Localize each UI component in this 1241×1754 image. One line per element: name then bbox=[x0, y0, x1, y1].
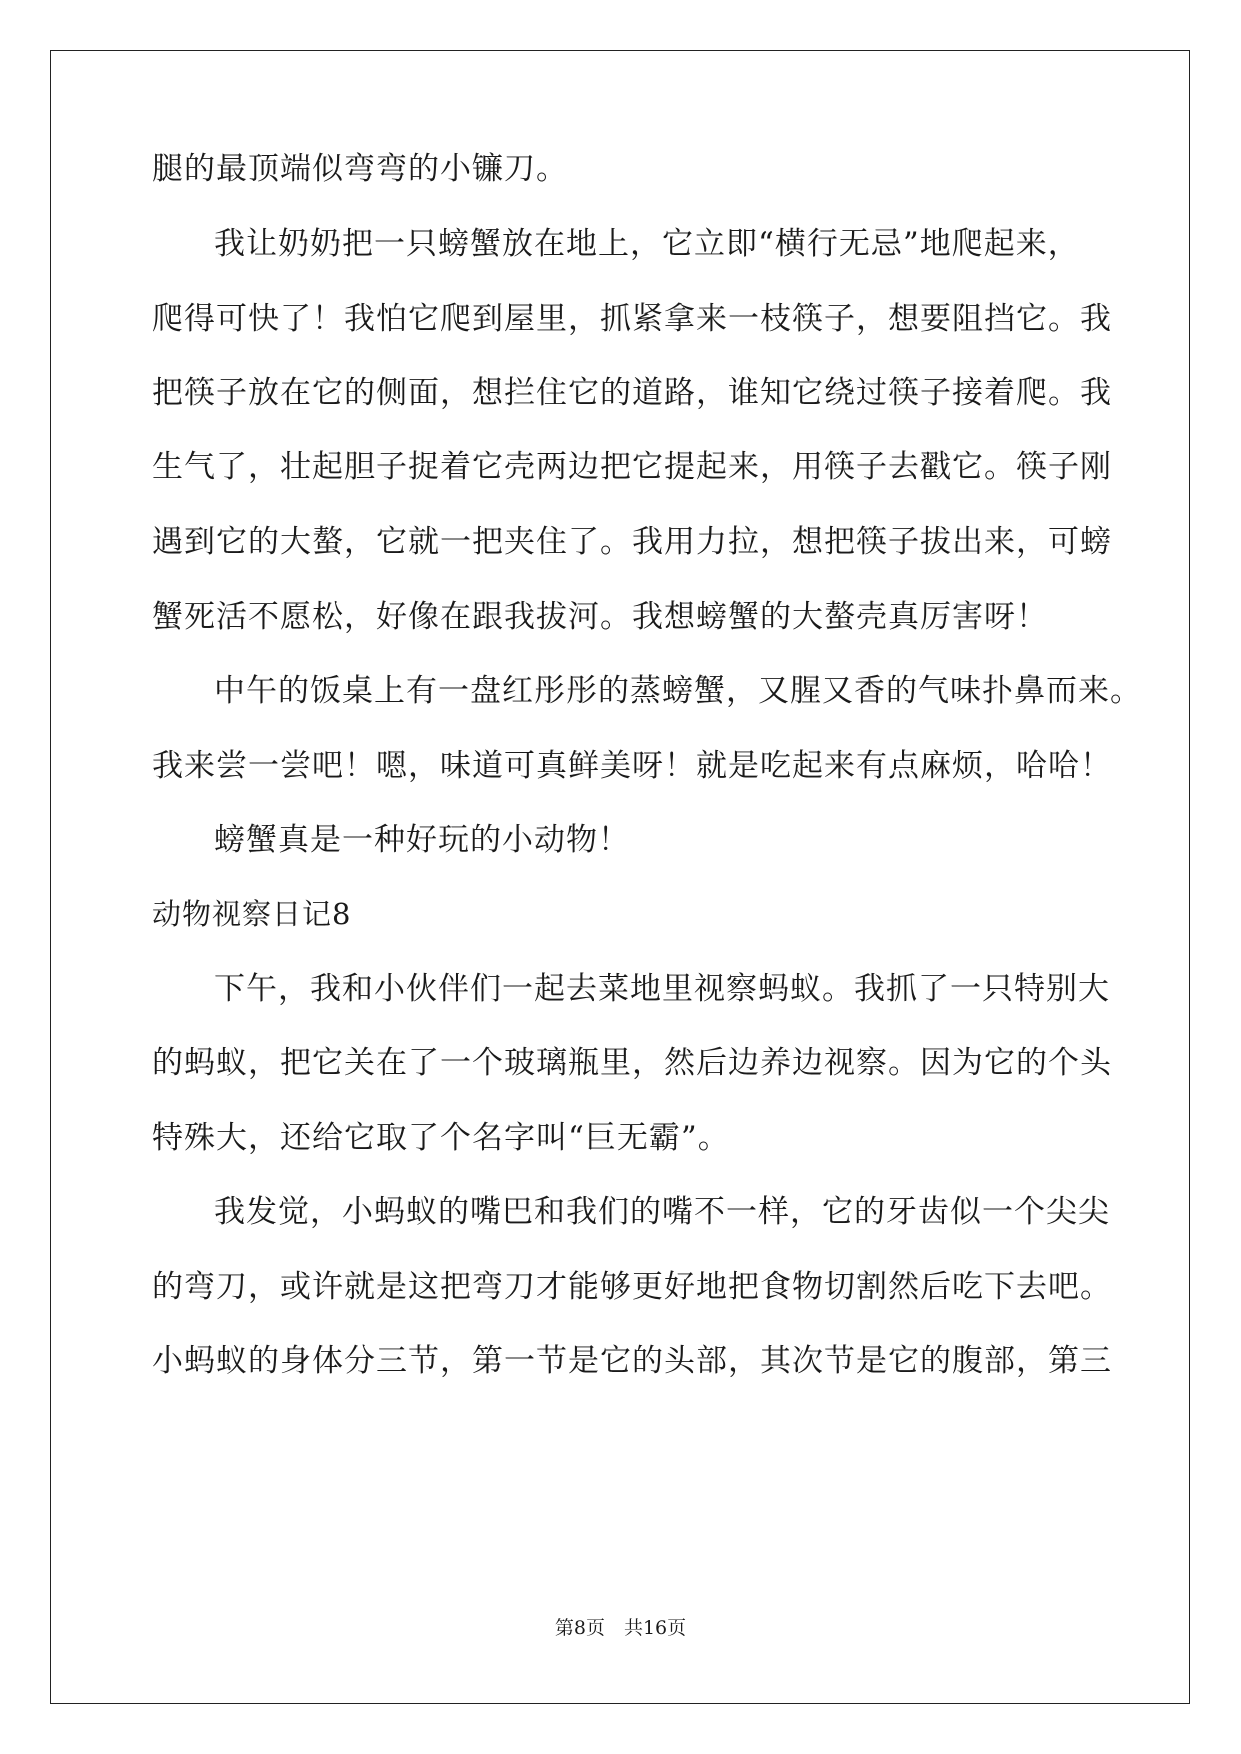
text-line-15: 我发觉，小蚂蚁的嘴巴和我们的嘴不一样，它的牙齿似一个尖尖 bbox=[214, 1194, 1110, 1230]
text-line-14: 特殊大，还给它取了个名字叫“巨无霸”。 bbox=[152, 1120, 730, 1156]
text-line-1: 腿的最顶端似弯弯的小镰刀。 bbox=[152, 151, 568, 187]
text-line-4: 把筷子放在它的侧面，想拦住它的道路，谁知它绕过筷子接着爬。我 bbox=[152, 375, 1112, 411]
text-line-3: 爬得可快了！我怕它爬到屋里，抓紧拿来一枝筷子，想要阻挡它。我 bbox=[152, 301, 1112, 337]
text-line-7: 蟹死活不愿松，好像在跟我拔河。我想螃蟹的大螯壳真厉害呀！ bbox=[152, 599, 1048, 635]
text-line-12: 下午，我和小伙伴们一起去菜地里视察蚂蚁。我抓了一只特别大 bbox=[214, 971, 1110, 1007]
text-line-8: 中午的饭桌上有一盘红彤彤的蒸螃蟹，又腥又香的气味扑鼻而来。 bbox=[214, 673, 1142, 709]
section-heading: 动物视察日记8 bbox=[152, 897, 352, 931]
text-line-17: 小蚂蚁的身体分三节，第一节是它的头部，其次节是它的腹部，第三 bbox=[152, 1343, 1112, 1379]
text-line-5: 生气了，壮起胆子捉着它壳两边把它提起来，用筷子去戳它。筷子刚 bbox=[152, 449, 1112, 485]
text-line-9: 我来尝一尝吧！嗯，味道可真鲜美呀！就是吃起来有点麻烦，哈哈！ bbox=[152, 748, 1112, 784]
text-line-13: 的蚂蚁，把它关在了一个玻璃瓶里，然后边养边视察。因为它的个头 bbox=[152, 1045, 1112, 1081]
page-number-footer: 第8页 共16页 bbox=[554, 1617, 687, 1639]
text-line-6: 遇到它的大螯，它就一把夹住了。我用力拉，想把筷子拔出来，可螃 bbox=[152, 524, 1112, 560]
text-line-16: 的弯刀，或许就是这把弯刀才能够更好地把食物切割然后吃下去吧。 bbox=[152, 1269, 1112, 1305]
text-line-2: 我让奶奶把一只螃蟹放在地上，它立即“横行无忌”地爬起来， bbox=[214, 226, 1080, 262]
text-line-10: 螃蟹真是一种好玩的小动物！ bbox=[214, 822, 630, 858]
